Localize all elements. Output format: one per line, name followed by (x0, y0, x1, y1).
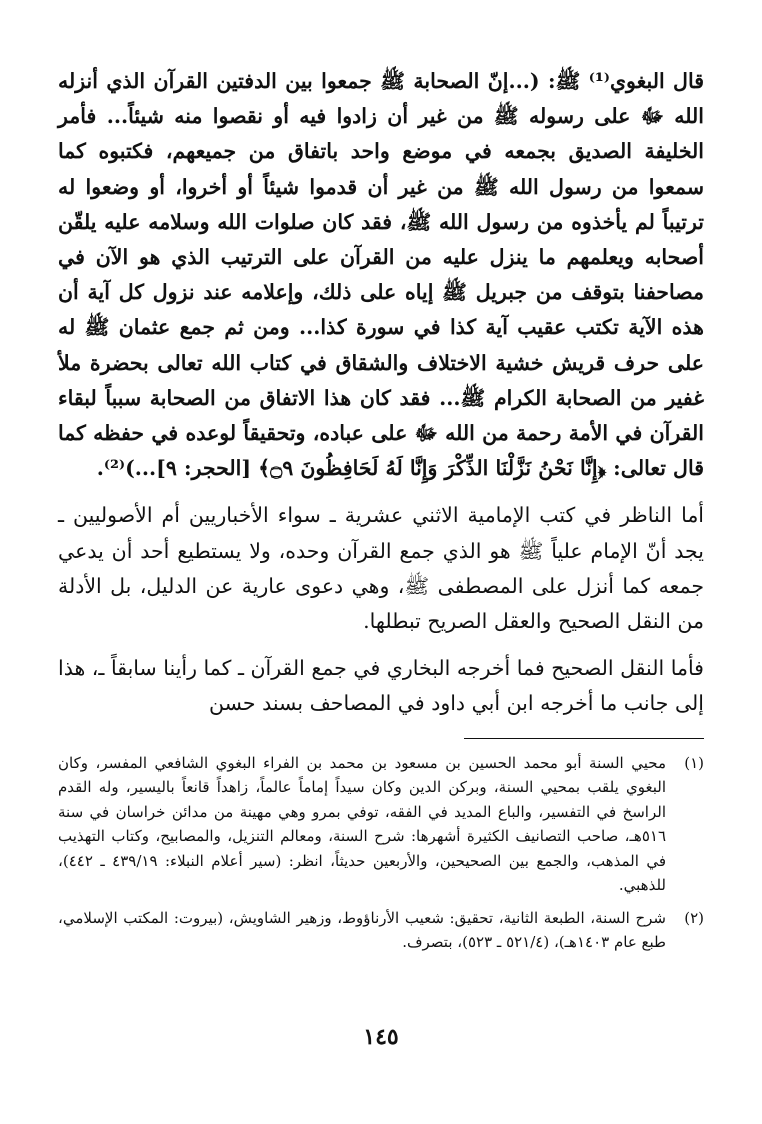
footnote-2 (58, 906, 704, 955)
main-text (58, 64, 704, 722)
footnote-1-text: محيي السنة أبو محمد الحسين بن مسعود بن محمد بن الفراء البغوي الشافعي المفسر، وكان البغوي يلقب بمحيي السنة، وبركن الدين وكان سيداً إماماً عالماً، زاهداً قانعاً باليسير، وله القدم الراسخ في التفسير، والباع المديد في الفقه، توفي بمرو وهي مهينة من مدائن خراسان في سنة ٥١٦هـ، صاحب التصانيف الكثيرة أشهرها: شرح السنة، ومعالم التنزيل، والمصابيح، وكتاب التهذيب في المذهب، والجمع بين الصحيحين، والأربعين حديثاً، انظر: (سير أعلام النبلاء: ٤٣٩/١٩ ـ ٤٤٢)، للذهبي. (58, 753, 666, 895)
footnotes (58, 751, 704, 955)
paragraph-imamiyya: أما الناظر في كتب الإمامية الاثني عشرية ـ سواء الأخباريين أم الأصوليين ـ يجد أنّ الإمام علياً ﷺ هو الذي جمع القرآن وحده، ولا يستطيع أحد أن يدعي جمعه كما أنزل على المصطفى ﷺ، وهي دعوى عارية عن الدليل، بل الأدلة من النقل الصحيح والعقل الصريح تبطلها. (58, 503, 704, 634)
footnote-2-marker: (٢) (684, 908, 704, 927)
footnote-2-text: شرح السنة، الطبعة الثانية، تحقيق: شعيب الأرناؤوط، وزهير الشاويش، (بيروت: المكتب الإسلامي، طبع عام ١٤٠٣هـ)، (٥٢١/٤ ـ ٥٢٣)، بتصرف. (58, 908, 666, 952)
paragraph-baghawi-quote: قال البغوي⁽¹⁾ ﷺ: (...إنّ الصحابة ﷺ جمعوا بين الدفتين القرآن الذي أنزله الله ﷻ على رسوله ﷺ من غير أن زادوا فيه أو نقصوا منه شيئاً... فأمر الخليفة الصديق بجمعه في موضع واحد باتفاق من جميعهم، فكتبوه كما سمعوا من رسول الله ﷺ من غير أن قدموا شيئاً أو أخروا، أو وضعوا له ترتيباً لم يأخذوه من رسول الله ﷺ، فقد كان صلوات الله وسلامه عليه يلقّن أصحابه ويعلمهم ما ينزل عليه من القرآن على الترتيب الذي هو الآن في مصاحفنا بتوقف من جبريل ﷺ إياه على ذلك، وإعلامه عند نزول كل آية أن هذه الآية تكتب عقيب آية كذا في سورة كذا... ومن ثم جمع عثمان ﷺ له على حرف قريش خشية الاختلاف والشقاق في كتاب الله تعالى بحضرة ملأ غفير من الصحابة الكرام ﷺ... فقد كان هذا الاتفاق من الصحابة سبباً لبقاء القرآن في الأمة رحمة من الله ﷻ على عباده، وتحقيقاً لوعده في حفظه كما قال تعالى: ﴿إِنَّا نَحْنُ نَزَّلْنَا الذِّكْرَ وَإِنَّا لَهُ لَحَافِظُونَ ۝٩﴾ [الحجر: ٩]...)⁽²⁾. (58, 69, 704, 481)
paragraph-sahih-naql: فأما النقل الصحيح فما أخرجه البخاري في جمع القرآن ـ كما رأينا سابقاً ـ، هذا إلى جانب ما أخرجه ابن أبي داود في المصاحف بسند حسن (58, 656, 704, 716)
page-number: ١٤٥ (363, 1024, 399, 1050)
footnote-1 (58, 751, 704, 898)
footnote-1-marker: (١) (684, 753, 704, 772)
footnote-divider (464, 738, 704, 739)
